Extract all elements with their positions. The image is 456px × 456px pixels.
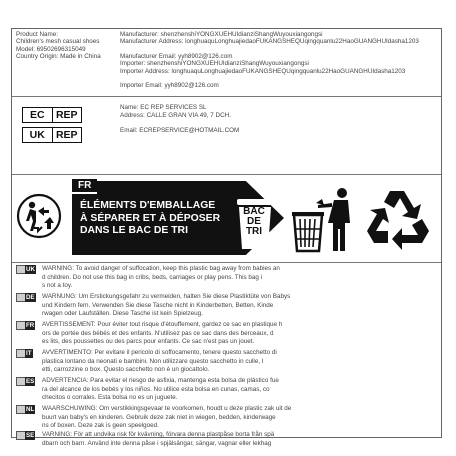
manufacturer-email: Manufacturer Email: yyh8902@126.com xyxy=(120,52,233,60)
manufacturer: Manufacturer: shenzhenshiYONGXUEHUIdianziShangWuyouxiangongsi xyxy=(120,31,323,38)
warnings-section xyxy=(12,263,441,447)
warning-line: rwagen oder Laufställen. Diese Tasche ist kein Spielzeug. xyxy=(42,310,203,317)
flag-it-icon: IT xyxy=(16,349,38,358)
recycle-icon xyxy=(364,181,438,255)
warning-line: AVVERTIMENTO: Per evitare il pericolo di soffocamento, tenere questo sacchetto di xyxy=(42,349,277,356)
warning-line: WARNUNG: Um Erstickungsgefahr zu vermeiden, halten Sie diese Plastiktüte von Babys xyxy=(42,293,291,300)
flag-de-icon: DE xyxy=(16,293,38,302)
triman-text xyxy=(80,200,220,238)
uk-rep-left: UK xyxy=(23,128,53,142)
flag-nl-icon: NL xyxy=(16,405,38,414)
warning-line: d children. Do not use this bag in cribs, beds, carriages or play pens. This bag i xyxy=(42,273,263,281)
uk-rep-right: REP xyxy=(55,129,78,141)
rep-address: Address: CALLE GRAN VIA 49, 7 DCH. xyxy=(120,112,231,119)
ec-rep-right: REP xyxy=(55,109,78,121)
ec-rep-symbol xyxy=(22,107,82,123)
triman-line-1: ÉLÉMENTS D'EMBALLAGE xyxy=(80,200,216,211)
warning-line: WARNING: To avoid danger of suffocation, keep this plastic bag away from babies an xyxy=(42,265,280,272)
bin-label-2: DE xyxy=(247,216,261,227)
flag-se-icon: SE xyxy=(16,431,38,440)
recycling-section xyxy=(12,175,441,263)
importer: Importer: shenzhenshiYONGXUEHUIdianziShangWuyouxiangongsi xyxy=(120,60,309,68)
flag-uk-icon: UK xyxy=(16,265,38,274)
product-info-section xyxy=(12,29,441,97)
product-name-label: Product Name: xyxy=(16,31,58,38)
warning-line: es lits, des poussettes ou des parcs pour enfants. Ce sac n'est pas un jouet. xyxy=(42,338,255,345)
rep-email: Email: ECREPSERVICE@HOTMAIL.COM xyxy=(120,127,240,134)
warning-line: und Kindern fern. Verwenden Sie diese Tasche nicht in Kinderbetten, Betten, Kinde xyxy=(42,301,274,309)
product-right-column xyxy=(120,31,419,89)
warning-line: checitos o corrales. Esta bolsa no es un juguete. xyxy=(42,394,178,401)
product-model: Model: 69502696315049 xyxy=(16,45,86,53)
ec-rep-left: EC xyxy=(23,108,53,122)
triman-line-3: DANS LE BAC DE TRI xyxy=(80,225,188,236)
product-left-column xyxy=(16,31,101,61)
flag-es-icon: ES xyxy=(16,377,38,386)
uk-rep-symbol xyxy=(22,127,82,143)
warning-line: WAARSCHUWING: Om verstikkingsgevaar te voorkomen, houdt u deze plastic zak uit de xyxy=(42,405,292,412)
label-frame xyxy=(11,28,442,447)
importer-address: Importer Address: longhuaquLonghuajiedaoFUKANGSHEQUqingquanlu22HaoGUANGHUIdasha1203 xyxy=(120,67,406,75)
bin-label-3: TRI xyxy=(245,226,263,237)
tidyman-icon xyxy=(288,185,360,257)
product-name-value: Children's mesh casual shoes xyxy=(16,38,100,46)
warning-line: VARNING: För att undvika risk för kvävning, förvara denna plastpåse borta från spä xyxy=(42,431,275,438)
bin-label xyxy=(240,207,268,237)
bin-label-1: BAC xyxy=(243,206,265,217)
warning-line: ADVERTENCIA: Para evitar el riesgo de asfixia, mantenga esta bolsa de plástico fue xyxy=(42,377,279,384)
warning-line: dbarn och barn. Använd inte denna påse i spjälsängar, sängar, vagnar eller lekhag xyxy=(42,439,272,447)
warning-line: ns of boxen. Deze zak is geen speelgoed. xyxy=(42,422,159,429)
warning-line: etti, carrozzine o box. Questo sacchetto non è un giocattolo. xyxy=(42,366,210,373)
warning-line: plastica lontano da neonati e bambini. Non utilizzare questo sacchetto in culle, l xyxy=(42,357,264,365)
importer-email: Importer Email: yyh8902@126.com xyxy=(120,82,219,90)
rep-section xyxy=(12,97,441,175)
product-origin: Country Origin: Made in China xyxy=(16,53,101,61)
warning-line: s not a toy. xyxy=(42,282,73,289)
triman-line-2: À SÉPARER ET À DÉPOSER xyxy=(80,212,221,224)
fr-tag: FR xyxy=(72,179,97,194)
warning-line: ra del alcance de los bebés y los niños. No utilice esta bolsa en cunas, camas, co xyxy=(42,385,270,393)
manufacturer-address: Manufacturer Address: longhuaquLonghuajiedaoFUKANGSHEQUqingquanlu22HaoGUANGHUIdasha1203 xyxy=(120,38,419,46)
rep-name: Name: EC REP SERVICES SL xyxy=(120,104,207,111)
triman-icon xyxy=(16,193,62,239)
flag-fr-icon: FR xyxy=(16,321,38,330)
warning-line: ors de portée des bébés et des enfants. N'utilisez pas ce sac dans des berceaux, d xyxy=(42,329,274,337)
warning-line: buurt van baby's en kinderen. Gebruik deze zak niet in wiegen, bedden, kinderwage xyxy=(42,413,276,421)
warning-line: AVERTISSEMENT: Pour éviter tout risque d'étouffement, gardez ce sac en plastique h xyxy=(42,321,283,328)
